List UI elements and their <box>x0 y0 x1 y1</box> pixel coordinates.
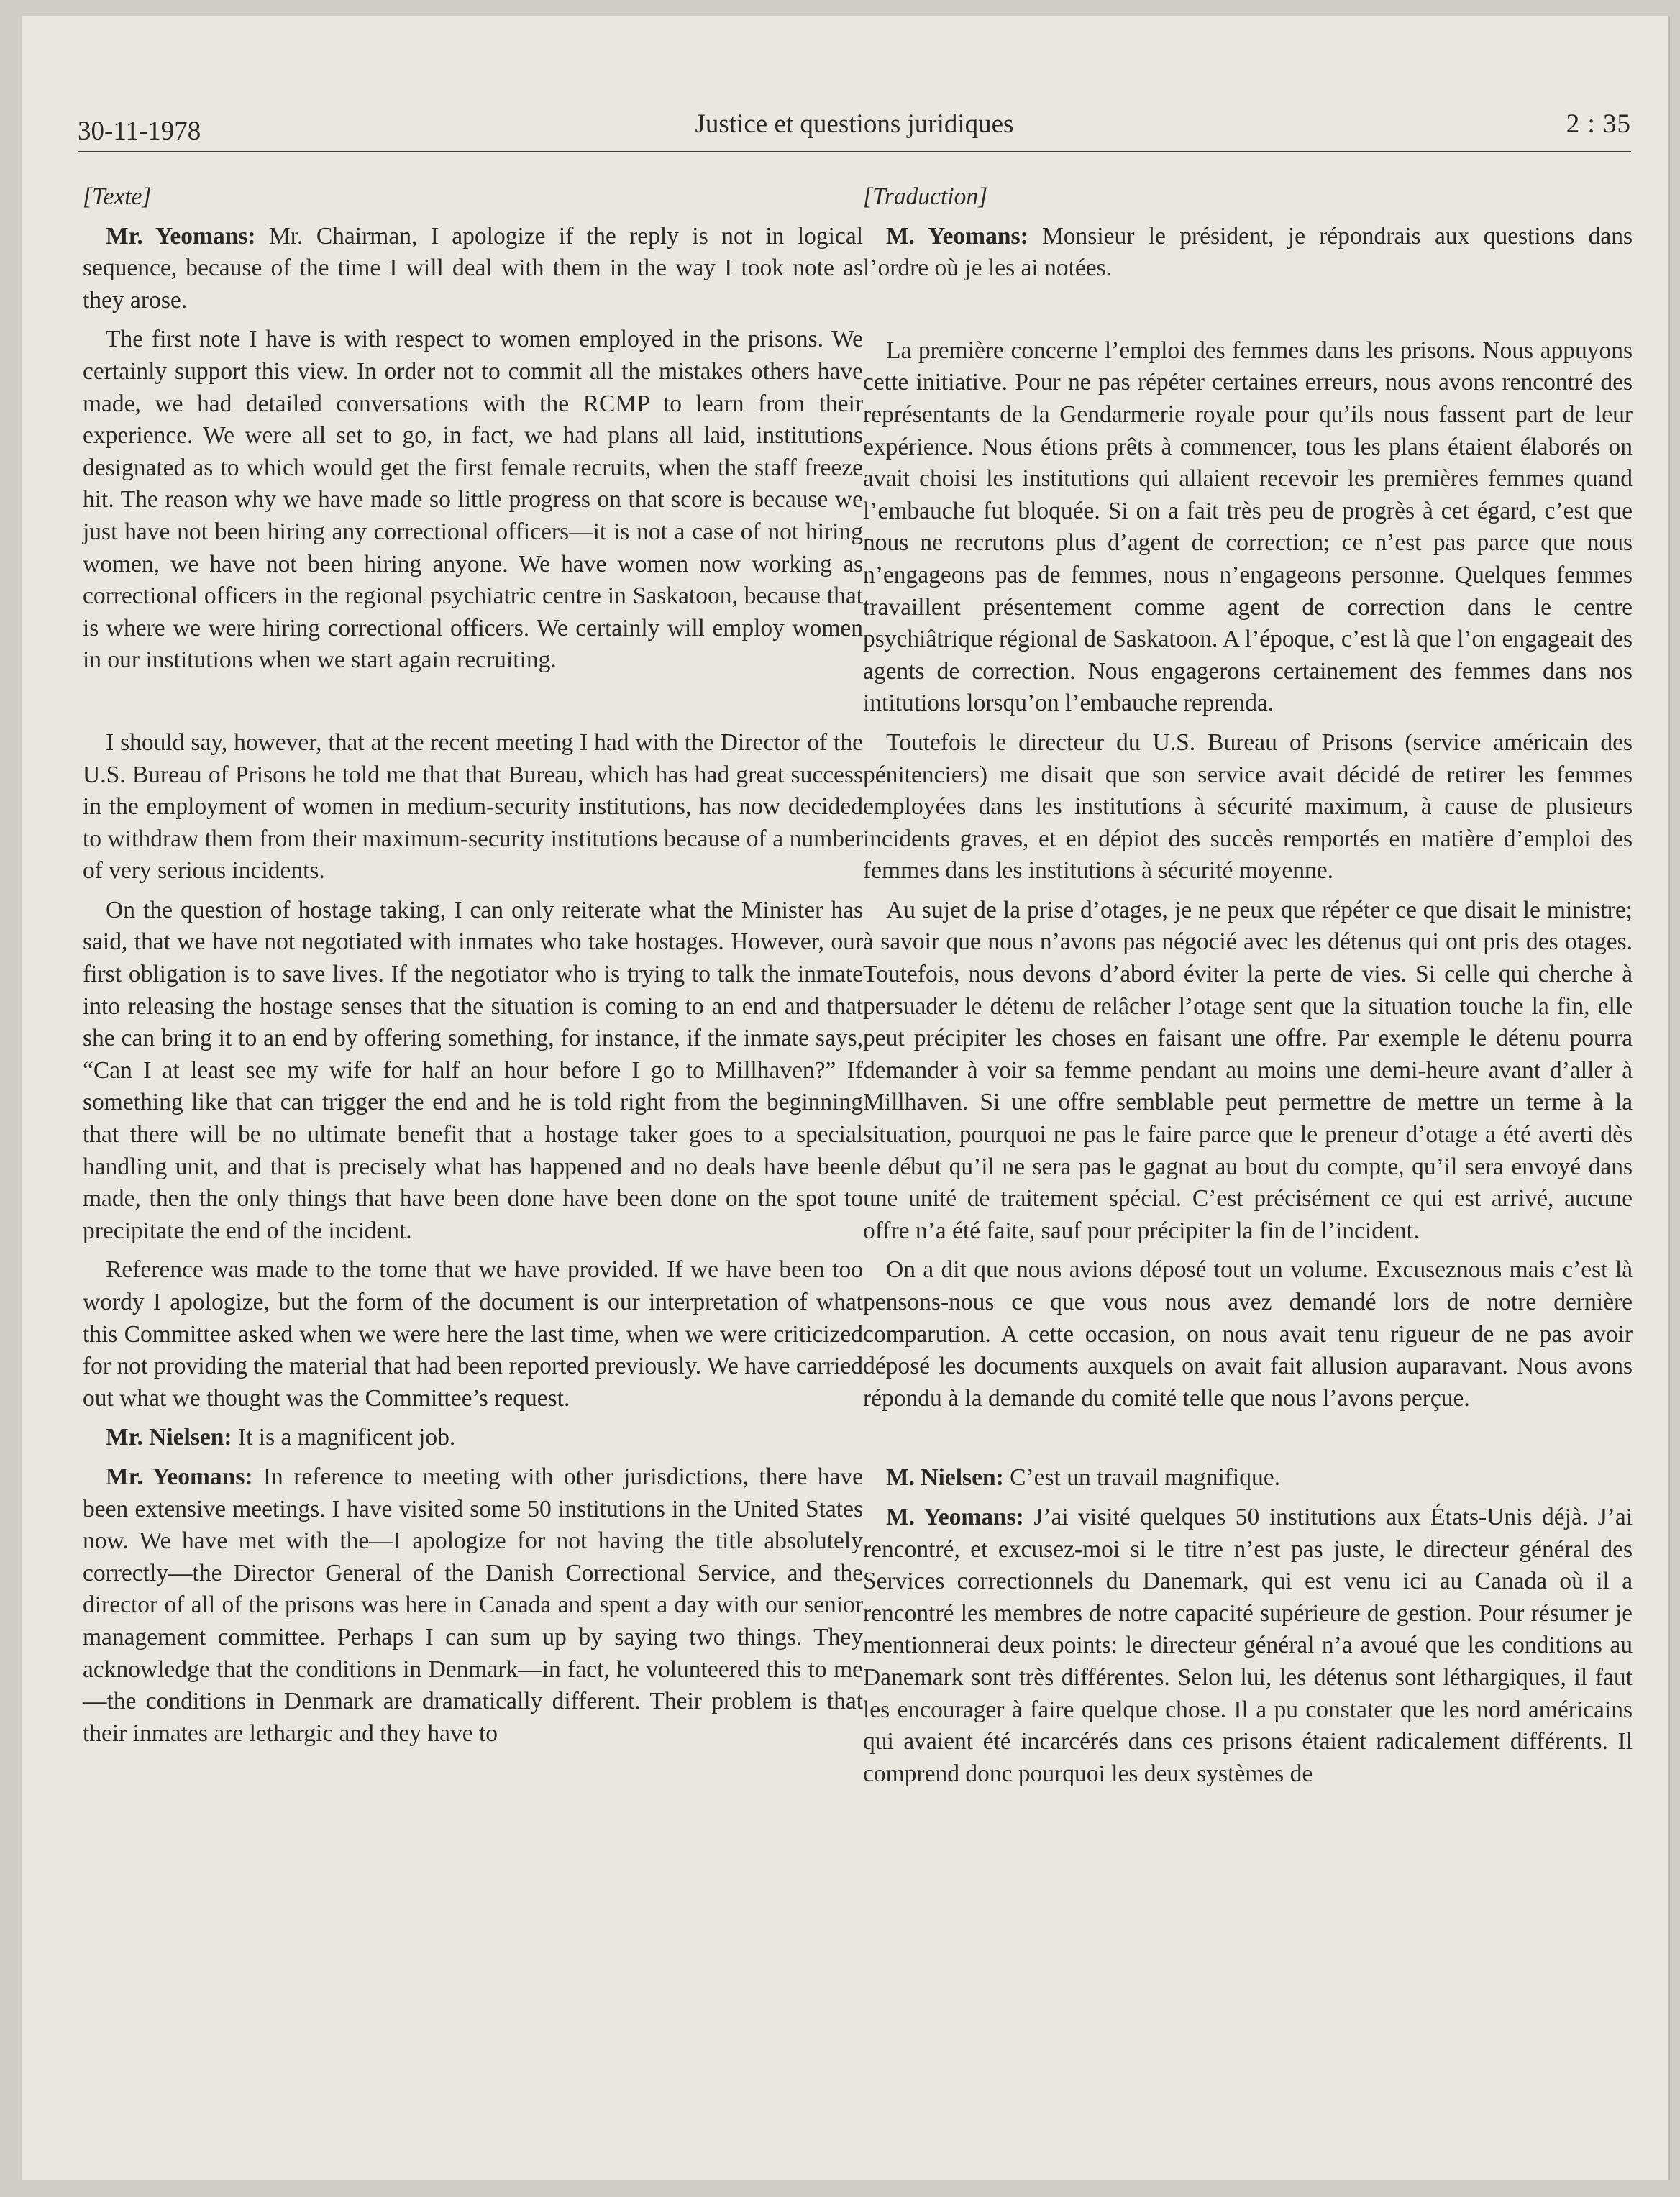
paragraph <box>863 1462 1633 1494</box>
paragraph <box>863 1502 1633 1790</box>
speaker-name: M. Nielsen: <box>886 1464 1004 1492</box>
paragraph: Au sujet de la prise d’otages, je ne peux que répéter ce que disait le ministre; à savoir que nous n’avons pas négocié avec les détenus qui ont pris des otages. Toutefois, nous devons d’abord éviter la perte de vies. Si celle qui cherche à persuader le détenu de relâcher l’otage sent que la situation touche la fin, elle peut précipiter les choses en faisant une offre. Par exemple le détenu pourra demander à voir sa femme pendant au moins une demi-heure avant d’aller à Millhaven. Si une offre semblable peut permettre de mettre un terme à la situation, pourquoi ne pas le faire parce que le preneur d’otage a été averti dès le début qu’il ne sera pas le gagnat au bout du compte, qu’il sera envoyé dans une unité de traitement spécial. C’est précisément ce qui est arrivé, aucune offre n’a été faite, sauf pour précipiter la fin de l’incident. <box>863 896 1633 1244</box>
english-column <box>83 181 863 1750</box>
french-column <box>863 181 1633 1790</box>
header-page-number: 2 : 35 <box>1566 109 1631 139</box>
header-date: 30-11-1978 <box>78 117 201 146</box>
speaker-name: Mr. Nielsen: <box>106 1424 232 1451</box>
speech-text: C’est un travail magnifique. <box>1003 1464 1280 1492</box>
speaker-name: M. Yeomans: <box>886 1503 1024 1530</box>
speech-text: Monsieur le président, je répondrais aux questions dans l’ordre où je les ai notées. <box>863 222 1633 282</box>
speech-text: J’ai visité quelques 50 institutions aux États-Unis déjà. J’ai rencontré, et excusez-moi si le titre n’est pas juste, le directeur général des Services correctionnels du Danemark, qui est venu ici au Canada où il a rencontré les membres de notre capacité supérieure de gestion. Pour résumer je mentionnerai deux points: le directeur général n’a avoué que les conditions au Danemark sont très différentes. Selon lui, les détenus sont léthargiques, il faut les encourager à faire quelque chose. Il a pu constater que les nord américains qui avaient été incarcérés dans ces prisons étaient radicalement différents. Il comprend donc pourquoi les deux systèmes de <box>863 1503 1633 1787</box>
speech-text: It is a magnificent job. <box>232 1424 456 1451</box>
paragraph <box>83 1422 863 1454</box>
paragraph: Toutefois le directeur du U.S. Bureau of Prisons (service américain des pénitenciers) me disait que son service avait décidé de retirer les femmes employées dans les institutions à sécurité maximum, à cause de plusieurs incidents graves, et en dépiot des succès remportés en matière d’emploi des femmes dans les institutions à sécurité moyenne. <box>863 728 1633 885</box>
section-label-traduction: [Traduction] <box>863 183 988 210</box>
page-header <box>78 101 1631 152</box>
speech-text: In reference to meeting with other jurisdictions, there have been extensive meetings. I have visited some 50 institutions in the United States now. We have met with the—I apologize for not having the title absolutely correctly—the Director General of the Danish Correctional Service, and the director of all of the prisons was here in Canada and spent a day with our senior management committee. Perhaps I can sum up by saying two things. They acknowledge that the conditions in Denmark—in fact, he volunteered this to me—the conditions in Denmark are dramatically different. Their problem is that their inmates are lethargic and they have to <box>83 1463 863 1747</box>
header-title: Justice et questions juridiques <box>695 109 1014 139</box>
paragraph <box>83 221 863 317</box>
speaker-name: Mr. Yeomans: <box>106 1463 253 1490</box>
paragraph: La première concerne l’emploi des femmes dans les prisons. Nous appuyons cette initiative. Pour ne pas répéter certaines erreurs, nous avons rencontré des représentants de la Gendarmerie royale pour qu’ils nous fassent part de leur expérience. Nous étions prêts à commencer, tous les plans étaient élaborés on avait choisi les institutions qui allaient recevoir les premières femmes quand l’embauche fut bloquée. Si on a fait très peu de progrès à cet égard, c’est que nous ne recrutons plus d’agent de correction; ce n’est pas parce que nous n’engageons pas de femmes, nous n’engageons personne. Quelques femmes travaillent présentement comme agent de correction dans le centre psychiâtrique régional de Saskatoon. A l’époque, c’est là que l’on engageait des agents de correction. Nous engagerons certainement des femmes dans nos intitutions lorsqu’on l’embauche reprenda. <box>863 337 1633 717</box>
paragraph: The first note I have is with respect to women employed in the prisons. We certainly support this view. In order not to commit all the mistakes others have made, we had detailed conversations with the RCMP to learn from their experience. We were all set to go, in fact, we had plans all laid, institutions designated as to which would get the first female recruits, when the staff freeze hit. The reason why we have made so little progress on that score is because we just have not been hiring any correctional officers—it is not a case of not hiring women, we have not been hiring anyone. We have women now working as correctional officers in the regional psychiatric centre in Saskatoon, because that is where we were hiring correctional officers. We certainly will employ women in our institutions when we start again recruiting. <box>83 326 863 674</box>
paragraph <box>863 221 1633 285</box>
speech-text: Mr. Chairman, I apologize if the reply is not in logical sequence, because of the time I will deal with them in the way I took note as they arose. <box>83 222 864 314</box>
paragraph: Reference was made to the tome that we have provided. If we have been too wordy I apologize, but the form of the document is our interpretation of what this Committee asked when we were here the last time, when we were criticized for not providing the material that had been reported previously. We have carried out what we thought was the Committee’s request. <box>83 1256 863 1412</box>
paragraph <box>83 1461 863 1750</box>
paragraph: On the question of hostage taking, I can only reiterate what the Minister has said, that we have not negotiated with inmates who take hostages. However, our first obligation is to save lives. If the negotiator who is trying to talk the inmate into releasing the hostage senses that the situation is coming to an end and that she can bring it to an end by offering something, for instance, if the inmate says, “Can I at least see my wife for half an hour before I go to Millhaven?” If something like that can trigger the end and he is told right from the beginning that there will be no ultimate benefit that a hostage taker goes to a special handling unit, and that is precisely what has happened and no deals have been made, then the only things that have been done have been done on the spot to precipitate the end of the incident. <box>83 896 863 1244</box>
speaker-name: M. Yeomans: <box>886 222 1028 250</box>
paragraph: On a dit que nous avions déposé tout un volume. Excuseznous mais c’est là pensons-nous ce que vous nous avez demandé lors de notre dernière comparution. A cette occasion, on nous avait tenu rigueur de ne pas avoir déposé les documents auxquels on avait fait allusion auparavant. Nous avons répondu à la demande du comité telle que nous l’avons perçue. <box>863 1256 1633 1412</box>
speaker-name: Mr. Yeomans: <box>106 222 256 250</box>
section-label-text: [Texte] <box>83 183 152 210</box>
document-page <box>22 16 1670 2180</box>
paragraph: I should say, however, that at the recent meeting I had with the Director of the U.S. Bureau of Prisons he told me that that Bureau, which has had great success in the employment of women in medium-security institutions, has now decided to withdraw them from their maximum-security institutions because of a number of very serious incidents. <box>83 728 863 885</box>
